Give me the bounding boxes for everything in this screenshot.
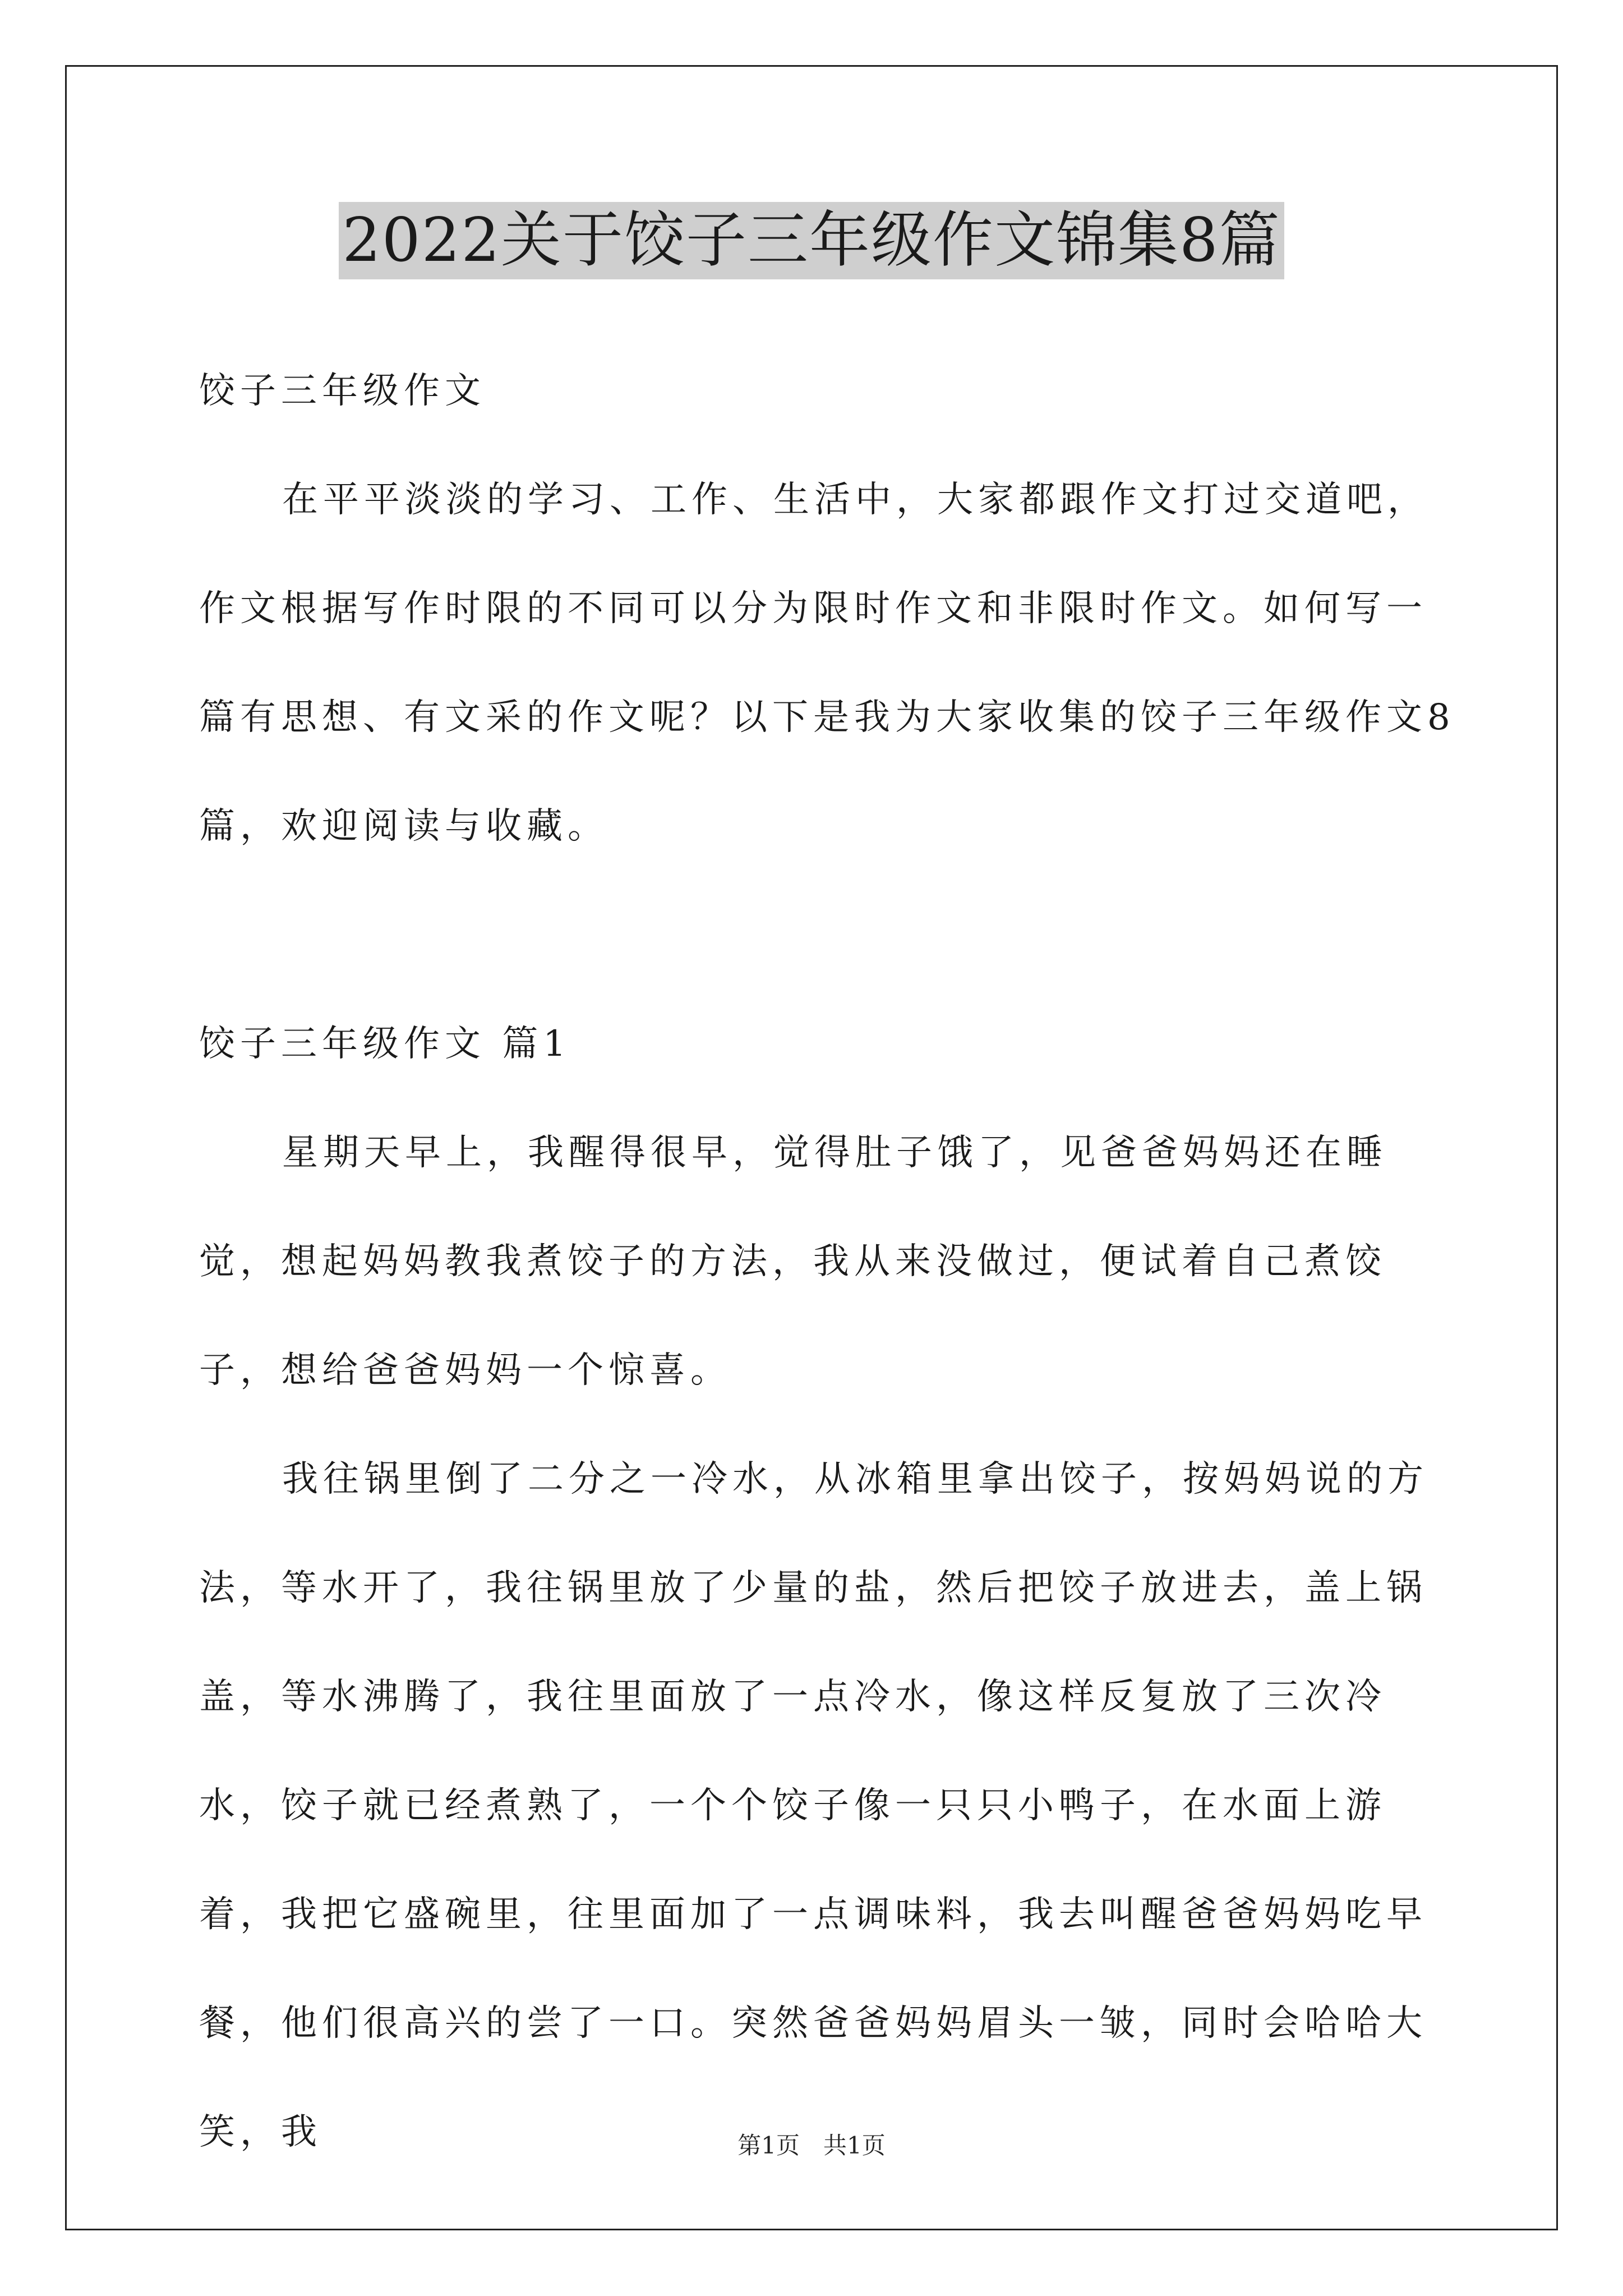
section-spacer [199,881,1461,990]
intro-heading: 饺子三年级作文 [199,370,486,412]
section1-paragraph-2: 我往锅里倒了二分之一冷水，从冰箱里拿出饺子，按妈妈说的方法，等水开了，我往锅里放了少量的盐，然后把饺子放进去，盖上锅盖，等水沸腾了，我往里面放了一点冷水，像这样反复放了三次冷水，饺子就已经煮熟了，一个个饺子像一只只小鸭子，在水面上游着，我把它盛碗里，往里面加了一点调味料，我去叫醒爸爸妈妈吃早餐，他们很高兴的尝了一口。突然爸爸妈妈眉头一皱，同时会哈哈大笑，我 [199,1458,1428,2153]
section1-heading: 饺子三年级作文 篇1 [199,1023,571,1065]
section1-paragraph-1: 星期天早上，我醒得很早，觉得肚子饿了，见爸爸妈妈还在睡觉，想起妈妈教我煮饺子的方法，我从来没做过，便试着自己煮饺子，想给爸爸妈妈一个惊喜。 [199,1132,1387,1391]
title-container [0,202,1623,279]
document-body [199,337,1461,2187]
intro-paragraph: 在平平淡淡的学习、工作、生活中，大家都跟作文打过交道吧，作文根据写作时限的不同可以分为限时作文和非限时作文。如何写一篇有思想、有文采的作文呢？以下是我为大家收集的饺子三年级作文8篇，欢迎阅读与收藏。 [199,479,1455,847]
document-title: 2022关于饺子三年级作文锦集8篇 [339,202,1284,279]
page-footer: 第1页 共1页 [737,2132,886,2159]
